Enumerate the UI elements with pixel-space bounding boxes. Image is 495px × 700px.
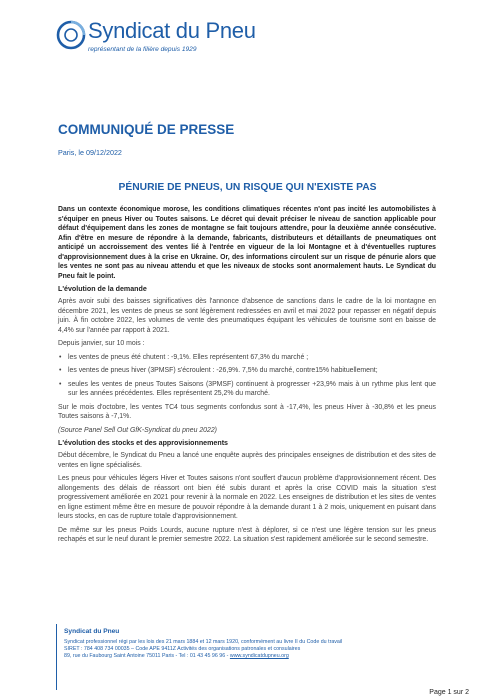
- dateline: Paris, le 09/12/2022: [58, 148, 122, 157]
- list-item: [58, 353, 436, 363]
- footer-legal-line: Syndicat professionnel régi par les lois des 21 mars 1884 et 12 mars 1920, conformément au livre II du Code du travail: [64, 639, 343, 645]
- bullet-icon: •: [59, 353, 62, 361]
- paragraph: Depuis janvier, sur 10 mois :: [58, 340, 145, 347]
- bullet-icon: •: [59, 380, 62, 388]
- paragraph: Début décembre, le Syndicat du Pneu a lancé une enquête auprès des principales enseignes de distribution et des sites de ventes en ligne spécialisés.: [58, 452, 436, 469]
- intro-paragraph: Dans un contexte économique morose, les conditions climatiques récentes n'ont pas incité les automobilistes à s'équiper en pneus Hiver ou Toutes saisons. Le décret qui devait préciser le niveau de sanction applicable pour défaut d'équipement dans les zones de montagne se fait toujours attendre, pour la deuxième année consécutive. Afin d'être en mesure de répondre à la demande, fabricants, distributeurs et détaillants de pneumatiques ont anticipé un accroissement des ventes lié à l'entrée en vigueur de la loi Montagne et à d'éventuelles ruptures d'approvisionnement dues à la crise en Ukraine. Or, des informations circulent sur un risque de pénurie alors que les ventes ne sont pas au niveau attendu et que les niveaux de stocks sont anormalement hauts. Le Syndicat du Pneu fait le point.: [58, 206, 436, 280]
- org-logo: [56, 18, 256, 68]
- footer-address: 89, rue du Faubourg Saint Antoine 75011 Paris - Tel : 01 43 45 96 96 -: [64, 653, 230, 659]
- paragraph: De même sur les pneus Poids Lourds, aucune rupture n'est à déplorer, si ce n'est une légère tension sur les pneus rechapés et sur le neuf durant le premier semestre 2022. La situation s'est rapidement améliorée sur le second semestre.: [58, 526, 436, 543]
- section-heading-stocks: L'évolution des stocks et des approvisionnements: [58, 439, 229, 447]
- page-number: Page 1 sur 2: [429, 689, 469, 696]
- footer-address-line: [64, 653, 444, 660]
- list-item-text: les ventes de pneus été chutent : -9,1%. Elles représentent 67,3% du marché ;: [68, 353, 309, 361]
- tire-logo-icon: [56, 20, 86, 50]
- list-item-text: les ventes de pneus hiver (3PMSF) s'écroulent : -26,9%. 7,5% du marché, contre15% habituellement;: [68, 367, 378, 374]
- document-title: PÉNURIE DE PNEUS, UN RISQUE QUI N'EXISTE PAS: [118, 182, 377, 193]
- press-release-heading: COMMUNIQUÉ DE PRESSE: [58, 122, 235, 137]
- logo-tagline: représentant de la filière depuis 1929: [88, 46, 197, 53]
- footer: [64, 628, 444, 660]
- document-body: [58, 205, 436, 549]
- website-link[interactable]: www.syndicatdupneu.org: [229, 653, 289, 659]
- list-item-text: seules les ventes de pneus Toutes Saisons (3PMSF) continuent à progresser +23,9% mais à un rythme plus lent que sur les années précédentes. Elles représentent 25,2% du marché.: [68, 380, 436, 397]
- footer-org-name: Syndicat du Pneu: [64, 628, 120, 635]
- paragraph: Sur le mois d'octobre, les ventes TC4 tous segments confondus sont à -17,4%, les pneus Hiver à -30,8% et les pneus Toutes saisons à -7,1%.: [58, 403, 436, 420]
- source-note: (Source Panel Sell Out GfK-Syndicat du pneu 2022): [58, 426, 217, 434]
- paragraph: Les pneus pour véhicules légers Hiver et Toutes saisons n'ont souffert d'aucun problème d'approvisionnement récent. Des allongements des délais de réassort ont bien été subis durant et après la crise COVID mais la situation s'est progressivement améliorée en 2021 pour revenir à la normale en 2022. Les enseignes de distribution et les sites de ventes en ligne estiment même être en mesure de pouvoir répondre à la demande durant 1 à 2 mois, uniquement en puisant dans leurs stocks, en cas de rupture totale d'approvisionnement.: [58, 475, 436, 520]
- logo-org-name: Syndicat du Pneu: [88, 18, 256, 43]
- list-item: [58, 366, 436, 376]
- footer-siret-line: SIRET : 784 408 734 00035 – Code APE 9411Z Activités des organisations patronales et consulaires: [64, 646, 301, 652]
- paragraph: Après avoir subi des baisses significatives dès l'annonce d'absence de sanctions dans le cadre de la loi montagne en décembre 2021, les ventes de pneus se sont légèrement redressées en avril et mai 2022 pour repasser en négatif depuis juin. À fin octobre 2022, les volumes de vente des pneumatiques équipant les véhicules de tourisme sont en baisse de 4,4% sur l'année par rapport à 2021.: [58, 298, 436, 334]
- section-heading-demand: L'évolution de la demande: [58, 285, 147, 293]
- list-item: [58, 380, 436, 399]
- bullet-icon: •: [59, 367, 62, 374]
